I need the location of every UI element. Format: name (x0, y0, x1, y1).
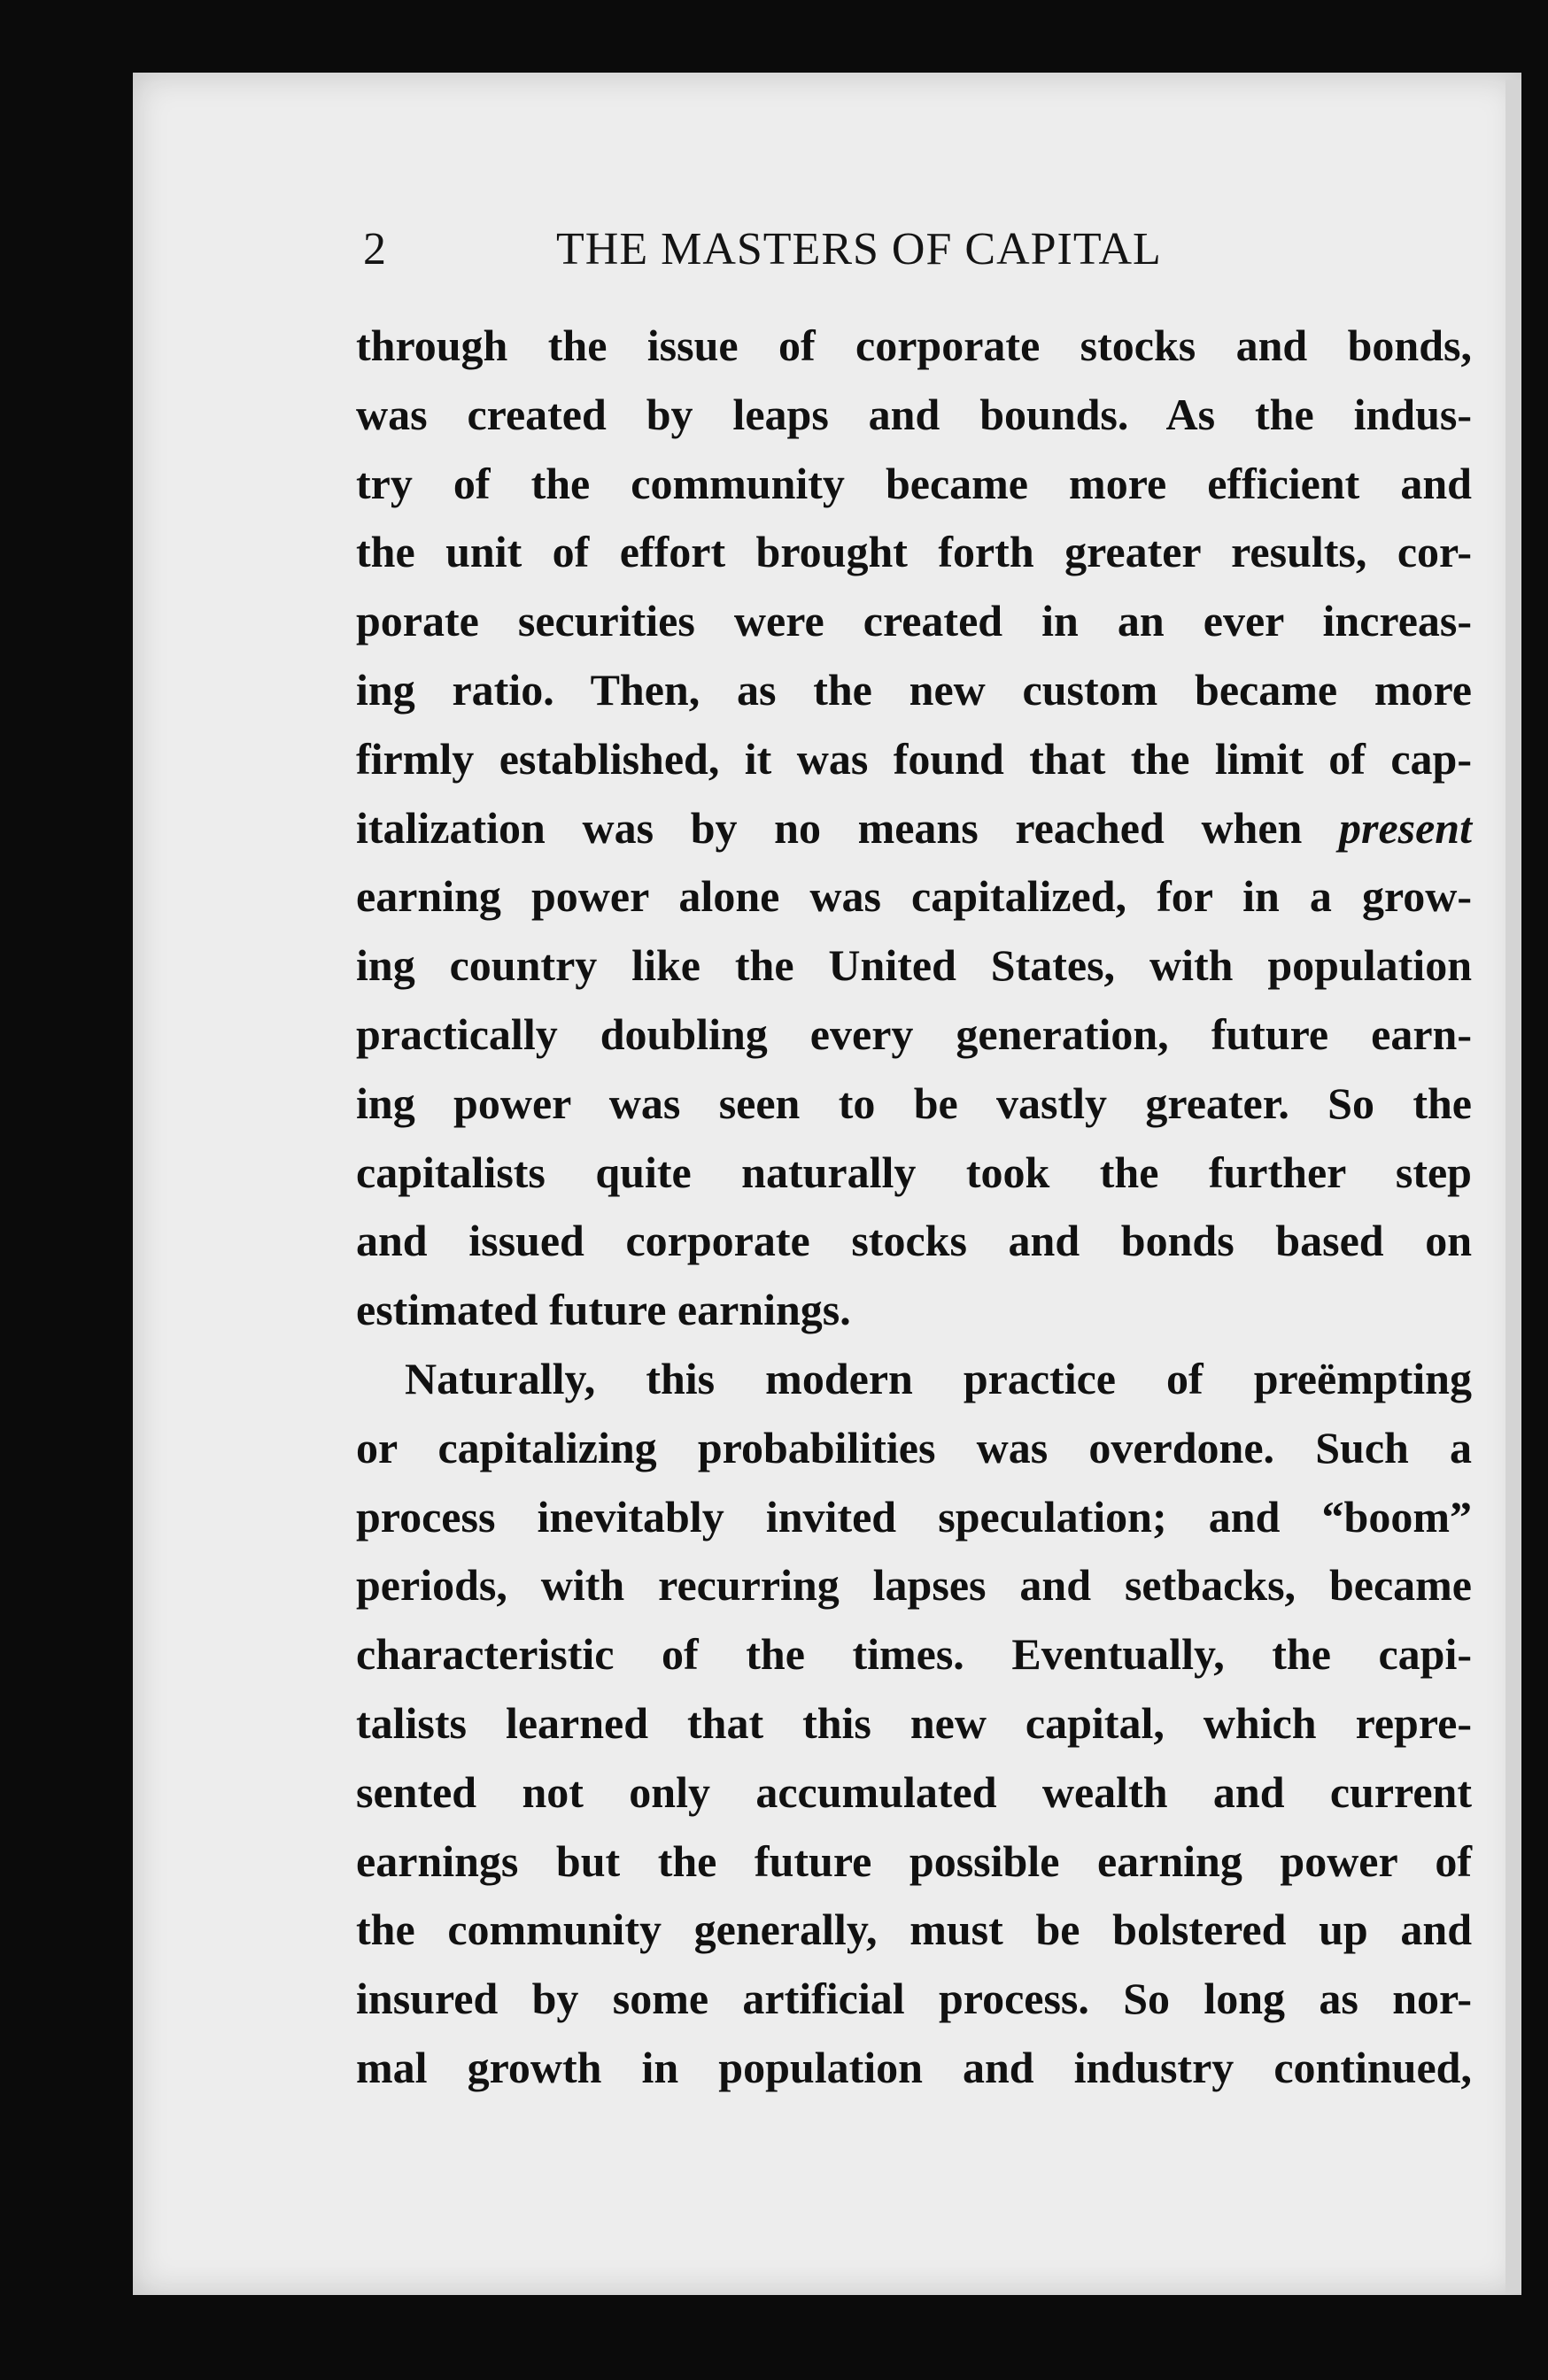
text-line: the community generally, must be bolstered up and (356, 1905, 1472, 1955)
text-line: earnings but the future possible earning power of (356, 1835, 1472, 1886)
text-line: try of the community became more efficient and (356, 458, 1472, 508)
text-line: through the issue of corporate stocks and bonds, (356, 321, 1472, 370)
text-line: practically doubling every generation, future earn- (356, 1008, 1472, 1059)
text-line: talists learned that this new capital, which repre- (356, 1697, 1472, 1748)
text-line-start: italization was by no means reached when (356, 802, 1303, 853)
text-line: earning power alone was capitalized, for in a grow- (356, 871, 1472, 922)
text-line: and issued corporate stocks and bonds based on (356, 1216, 1472, 1266)
text-line: ing ratio. Then, as the new custom became more (356, 664, 1472, 715)
text-line-with-italic (356, 794, 1472, 863)
text-line: was created by leaps and bounds. As the indus- (356, 389, 1472, 439)
text-line: ing power was seen to be vastly greater. So the (356, 1078, 1472, 1128)
page-number: 2 (363, 224, 386, 274)
text-line: estimated future earnings. (356, 1285, 851, 1335)
text-line: firmly established, it was found that the limit of cap- (356, 733, 1472, 784)
text-line: characteristic of the times. Eventually, the capi- (356, 1629, 1472, 1680)
body-text (356, 312, 1472, 2103)
running-title: THE MASTERS OF CAPITAL (556, 224, 1162, 274)
text-line: the unit of effort brought forth greater results, cor- (356, 527, 1472, 577)
text-line: insured by some artificial process. So long as nor- (356, 1974, 1472, 2024)
paragraph-start-line: Naturally, this modern practice of preëmpting (405, 1353, 1472, 1403)
text-line: mal growth in population and industry continued, (356, 2042, 1472, 2092)
text-line: ing country like the United States, with population (356, 940, 1472, 991)
text-line: capitalists quite naturally took the further step (356, 1147, 1472, 1197)
text-line: process inevitably invited speculation; and “boom” (356, 1491, 1472, 1542)
running-head (363, 223, 1249, 294)
italic-word: present (1339, 802, 1472, 853)
text-line: sented not only accumulated wealth and current (356, 1766, 1472, 1817)
text-line: periods, with recurring lapses and setbacks, became (356, 1560, 1472, 1611)
page-edge (1505, 80, 1521, 2293)
text-line: or capitalizing probabilities was overdone. Such a (356, 1422, 1472, 1472)
text-line: porate securities were created in an ever increas- (356, 596, 1472, 646)
